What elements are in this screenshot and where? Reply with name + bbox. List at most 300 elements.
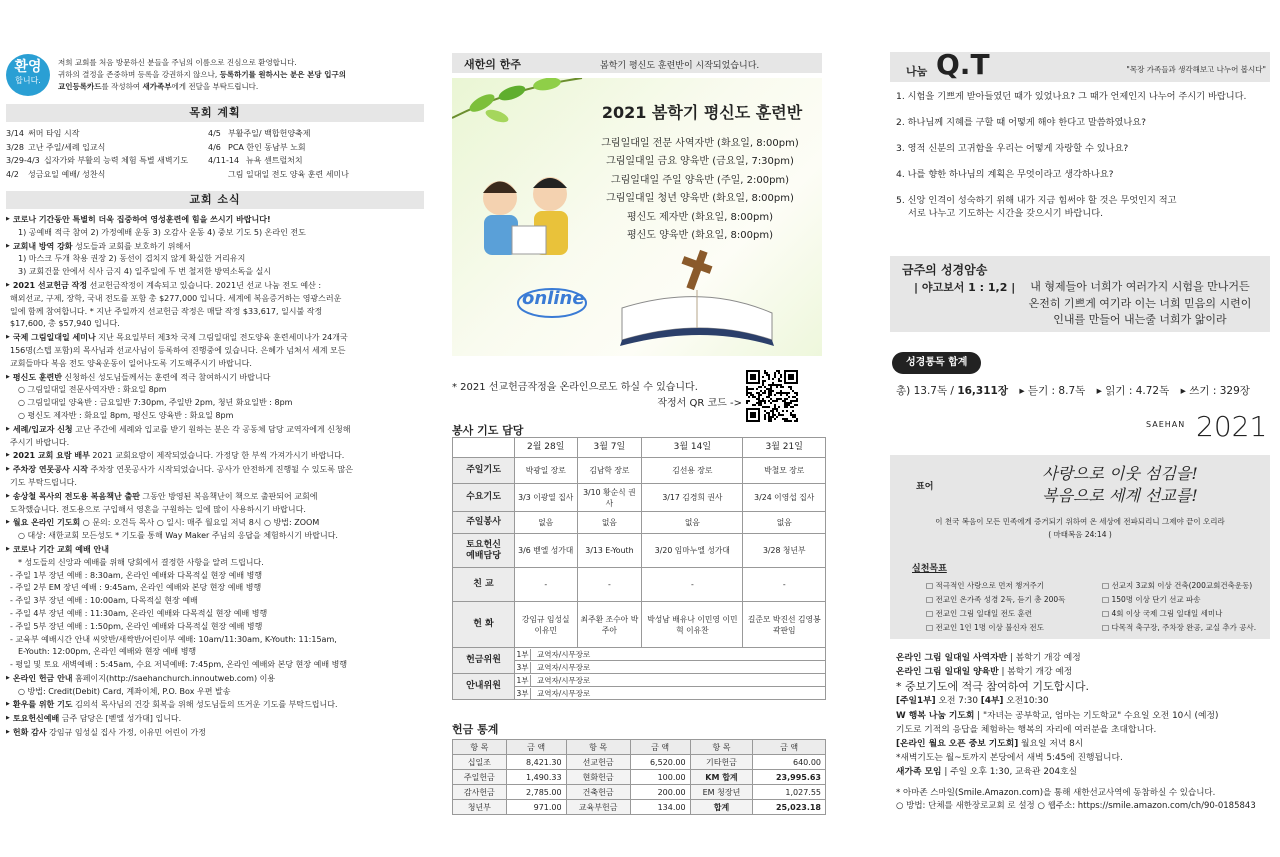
- service-label: 주일봉사: [453, 512, 515, 534]
- announcement-line: [896, 665, 1278, 679]
- news-line: [6, 672, 426, 686]
- news-text: 강임규 임성실 집사 가정, 이유민 어린이 가정: [46, 728, 207, 738]
- news-text: 김의석 목사님의 건강 회복을 위해 성도님들의 뜨거운 기도를 부탁드립니다.: [72, 700, 338, 710]
- open-bible-icon: [620, 250, 774, 346]
- news-line: [6, 582, 426, 595]
- welcome-line: 귀하의 결정을 존중하며 등록을 강권하지 않으나,: [58, 70, 220, 79]
- reading-listen: ▸ 듣기 : 8.7독: [1019, 385, 1086, 397]
- news-text: ○ 그림일대일 전문사역자반 : 화요일 8pm: [18, 385, 167, 395]
- announcement-text: | 주일 오후 1:30, 교육관 204호실: [941, 767, 1078, 778]
- memory-section: [890, 256, 1270, 332]
- offering-amount: 200.00: [630, 785, 690, 800]
- service-header-row: [453, 438, 826, 458]
- pastoral-event: PCA 한인 동남부 노회: [228, 142, 306, 152]
- offering-row: [453, 800, 826, 815]
- welcome-line: 를 작성하여: [101, 82, 143, 91]
- offering-header: 항 목: [453, 740, 507, 755]
- offering-amount: 100.00: [630, 770, 690, 785]
- pastoral-event: 뉴욕 센트럴처치: [246, 156, 303, 165]
- brand-name: SAEHAN: [1146, 420, 1186, 429]
- news-text: 156명(스텝 포함)의 목사님과 선교사님이 등록하여 진행중에 있습니다. 은혜가 넘쳐서 세계 모든: [10, 345, 346, 355]
- training-item: 그림일대일 주일 양육반 (주일, 2:00pm): [610, 174, 790, 186]
- pastoral-date: 4/2: [6, 169, 19, 179]
- memory-verse-line: 온전히 기쁘게 여기라 이는 너희 믿음의 시련이: [1028, 296, 1252, 310]
- news-line: [6, 698, 426, 712]
- news-heading: 온라인 헌금 안내: [12, 673, 73, 683]
- offering-amount: 134.00: [630, 800, 690, 815]
- offering-item: 청년부: [453, 800, 507, 815]
- goals-row: [926, 579, 1266, 593]
- news-line: [6, 410, 426, 423]
- welcome-line-bold: 새가족부: [142, 82, 172, 91]
- amazon-line: * 아마존 스마일(Smile.Amazon.com)을 통해 새한선교사역에 동참하실 수 있습니다.: [896, 788, 1216, 798]
- offering-amount: 1,027.55: [753, 785, 826, 800]
- offering-item: 합계: [690, 800, 753, 815]
- newcomer-notice: 봄학기 평신도 훈련반이 시작되었습니다.: [600, 61, 760, 71]
- announcement-line: * 중보기도에 적극 참여하여 기도합시다.: [896, 680, 1089, 694]
- news-text: - 주일 4부 장년 예배 : 11:30am, 온라인 예배와 다목적실 현장 예배 병행: [10, 608, 268, 618]
- news-line: [6, 530, 426, 543]
- news-text: 주시기 바랍니다.: [10, 437, 70, 447]
- service-row: [453, 458, 826, 484]
- news-heading: 코로나 기간동안 특별히 더욱 집중하여 영성훈련에 힘을 쓰시기 바랍니다!: [12, 215, 271, 224]
- welcome-badge-line1: 환영: [14, 59, 42, 75]
- offering-header: 금 액: [630, 740, 690, 755]
- service-cell: -: [642, 568, 743, 602]
- memory-verse-line: 인내를 만들어 내는줄 너희가 앎이라: [1053, 313, 1227, 326]
- reading-read: ▸ 읽기 : 4.72독: [1096, 385, 1170, 397]
- news-text: 3) 교회건물 안에서 식사 금지 4) 일주일에 두 번 철저한 방역소독을 실시: [18, 267, 272, 277]
- memory-verse: [1010, 279, 1270, 329]
- news-heading: 교회내 방역 강화: [12, 241, 73, 251]
- news-line: [6, 397, 426, 410]
- service-cell: 박광일 장로: [515, 458, 578, 484]
- service-cell: 3/28 청년부: [743, 534, 826, 568]
- qr-code-icon[interactable]: [746, 370, 798, 422]
- pastoral-date: 3/29-4/3: [6, 156, 40, 165]
- announcement-text: | "자녀는 공부학교, 엄마는 기도학교" 수요일 오전 10시 (예정): [974, 710, 1219, 721]
- committee-cell: [515, 648, 826, 661]
- news-line: [6, 358, 426, 371]
- pastoral-event: 그림 일대일 전도 양육 훈련 세미나: [228, 169, 349, 179]
- news-heading: 국제 그림일대일 세미나: [12, 333, 96, 343]
- service-row: [453, 512, 826, 534]
- welcome-section: [6, 54, 426, 96]
- committee-cell: [515, 661, 826, 674]
- announcement-heading: [주일1부]: [896, 696, 936, 707]
- service-cell: 최주환 조수아 박주아: [577, 602, 642, 648]
- news-text: ○ 문의: 오건득 목사 ○ 일시: 매주 월요일 저녁 8시 ○ 방법: ZOOM: [80, 518, 320, 528]
- qt-subtitle: "목장 가족들과 생각해보고 나누어 봅시다": [1126, 65, 1266, 74]
- service-label: 헌 화: [453, 602, 515, 648]
- goal-item: □ 선교지 3교회 이상 건축(200교회건축운동): [1102, 581, 1253, 590]
- service-cell: 3/3 이광열 집사: [515, 484, 578, 512]
- news-text: ○ 그림일대일 양육반 : 금요일반 7:30pm, 주일반 2pm, 청년 화요일반 : 8pm: [18, 398, 293, 408]
- offering-item: 감사헌금: [453, 785, 507, 800]
- leaf-branch-icon: [452, 78, 582, 125]
- pastoral-title: 목회 계획: [6, 104, 424, 122]
- news-line: [6, 227, 426, 240]
- announcement-heading: [4부]: [980, 696, 1004, 707]
- service-cell: 없음: [642, 512, 743, 534]
- news-heading: 2021 선교헌금 작정: [12, 280, 88, 290]
- pastoral-event: 부활주일/ 백합헌양축제: [228, 129, 311, 138]
- offering-item: 주일헌금: [453, 770, 507, 785]
- news-text: 지난 목요일부터 제3차 국제 그림일대일 전도양육 훈련세미나가 24개국: [95, 333, 348, 343]
- pastoral-row: [6, 141, 424, 155]
- news-list: [6, 213, 426, 740]
- announcement-line: [896, 751, 1278, 765]
- news-line: [6, 686, 426, 699]
- qt-question: 2. 하나님께 지혜를 구할 때 어떻게 해야 한다고 말씀하였나요?: [896, 117, 1147, 128]
- training-items: [580, 135, 820, 245]
- offering-amount: 8,421.30: [506, 755, 566, 770]
- offering-item: 교육부헌금: [566, 800, 630, 815]
- news-text: * 성도들의 신앙과 예배를 위해 당회에서 결정한 사항을 알려 드립니다.: [18, 557, 264, 567]
- news-text: 신청하신 성도님들께서는 훈련에 적극 참여하시기 바랍니다: [62, 372, 271, 382]
- announcement-heading: [온라인 월요 오픈 중보 기도회]: [896, 739, 1019, 750]
- goal-item: □ 4회 이상 국제 그림 일대일 세미나: [1102, 609, 1223, 618]
- newcomer-title: 새한의 한주: [464, 58, 521, 71]
- committee-part: 3부: [515, 662, 531, 673]
- welcome-line: 에게 전달을 부탁드립니다.: [171, 82, 259, 91]
- offering-header: 항 목: [690, 740, 753, 755]
- reading-pages: 16,311장: [957, 385, 1008, 397]
- news-line: [6, 213, 426, 227]
- service-cell: 3/6 벧엘 성가대: [515, 534, 578, 568]
- committee-cell: [515, 674, 826, 687]
- qt-question: 4. 나를 향한 하나님의 계획은 무엇이라고 생각하나요?: [896, 169, 1114, 180]
- announcement-line: [896, 709, 1278, 723]
- pastoral-date: 4/6: [208, 142, 221, 152]
- announcement-text: 오전10:30: [1003, 696, 1049, 707]
- pastoral-event: 성금요일 예배/ 성찬식: [28, 169, 106, 179]
- qt-header: [890, 48, 1270, 82]
- pastoral-list: [6, 127, 424, 181]
- training-item: 그림일대일 청년 양육반 (화요일, 8:00pm): [606, 193, 794, 205]
- goal-item: □ 전교인 그림 일대일 전도 훈련: [926, 609, 1032, 618]
- news-line: [6, 240, 426, 254]
- news-line: [6, 490, 426, 504]
- offering-header: 금 액: [506, 740, 566, 755]
- offering-header: 금 액: [753, 740, 826, 755]
- memory-ref: | 야고보서 1 : 1,2 |: [914, 281, 1016, 294]
- news-line: [6, 318, 426, 331]
- news-text: 2021 교회요람이 제작되었습니다. 가정당 한 부씩 가져가시기 바랍니다.: [89, 451, 345, 461]
- committee-cell: [515, 687, 826, 700]
- service-cell: 3/20 임마누엘 성가대: [642, 534, 743, 568]
- news-heading: 헌화 감사: [12, 728, 47, 738]
- offering-item: EM 청장년: [690, 785, 753, 800]
- service-cell: -: [515, 568, 578, 602]
- news-heading: 토요헌신예배: [12, 714, 60, 724]
- committee-label: 안내위원: [453, 674, 515, 700]
- news-line: [6, 371, 426, 385]
- service-cell: 3/17 김경희 권사: [642, 484, 743, 512]
- qt-title: Q.T: [936, 48, 990, 81]
- news-line: [6, 463, 426, 477]
- announcement-heading: 새가족 모임: [896, 767, 942, 778]
- children-reading-icon: [483, 177, 568, 255]
- news-title: 교회 소식: [6, 191, 424, 209]
- offering-title: 헌금 통계: [452, 723, 499, 736]
- pastoral-date: 4/5: [208, 129, 221, 138]
- online-label: online: [522, 288, 585, 309]
- reading-total: 총) 13.7독 /: [896, 385, 958, 397]
- news-heading: 환우를 위한 기도: [12, 700, 73, 710]
- announcement-text: 오전 7:30: [935, 696, 981, 707]
- announcement-line: [896, 737, 1278, 751]
- news-line: [6, 659, 426, 672]
- news-heading: 주차장 연못공사 시작: [12, 465, 88, 475]
- offering-amount: 23,995.63: [753, 770, 826, 785]
- service-cell: 3/10 황순식 권사: [577, 484, 642, 512]
- goals-row: [926, 593, 1266, 607]
- news-text: 도착했습니다. 전도용으로 구입해서 영혼을 구원하는 일에 많이 사용하시기 바랍니다.: [10, 504, 306, 514]
- service-cell: 김남학 장로: [577, 458, 642, 484]
- training-poster: [452, 78, 822, 356]
- announcement-text: | 봄학기 개강 예정: [998, 667, 1073, 678]
- reading-stats: [896, 383, 1276, 398]
- news-line: [6, 504, 426, 517]
- reading-write: ▸ 쓰기 : 329장: [1180, 385, 1250, 397]
- announcements: [896, 651, 1278, 780]
- news-text: 주차장 연못공사가 시작되었습니다. 공사가 안전하게 진행될 수 있도록 많은: [87, 465, 353, 475]
- service-table: [452, 437, 826, 700]
- news-text: 1) 마스크 두개 착용 권장 2) 동선이 겹치지 않게 확실한 거리유지: [18, 254, 246, 264]
- service-title: 봉사 기도 담당: [452, 424, 524, 437]
- news-heading: 코로나 기간 교회 예배 안내: [12, 544, 110, 554]
- pastoral-date: 3/14: [6, 129, 24, 138]
- news-line: [6, 621, 426, 634]
- news-line: [6, 726, 426, 740]
- news-line: [6, 293, 426, 306]
- committee-value: 교역자/시무장로: [537, 675, 591, 685]
- pastoral-event: 십자가와 부활의 능력 체험 특별 새벽기도: [44, 156, 189, 165]
- service-row: [453, 484, 826, 512]
- qt-question: 5. 신앙 인격이 성숙하기 위해 내가 지금 힘써야 할 것은 무엇인지 적고: [896, 195, 1177, 206]
- news-text: 고난 주간에 세례와 입교를 받기 원하는 분은 각 공동체 담당 교역자에게 신청해: [72, 424, 351, 434]
- vision-verse: 이 천국 복음이 모든 민족에게 증거되기 위하여 온 세상에 전파되리니 그제야 끝이 오리라: [935, 517, 1225, 526]
- training-item: 평신도 양육반 (화요일, 8:00pm): [626, 230, 773, 242]
- news-line: [6, 279, 426, 293]
- goals-title: 실천목표: [912, 564, 947, 574]
- offering-amount: 971.00: [506, 800, 566, 815]
- news-line: [6, 306, 426, 319]
- service-cell: 박철모 장로: [743, 458, 826, 484]
- news-text: 기도 부탁드립니다.: [10, 477, 77, 487]
- committee-value: 교역자/시무장로: [537, 688, 591, 698]
- service-cell: 길준모 박진선 김영봉 곽판임: [743, 602, 826, 648]
- service-cell: 강임규 임성실 이유민: [515, 602, 578, 648]
- pastoral-row: [6, 127, 424, 141]
- service-date: 2월 28일: [515, 438, 578, 458]
- vision-slogan-line: 복음으로 세계 선교를!: [1042, 486, 1198, 505]
- pastoral-row: [6, 154, 424, 168]
- offering-row: [453, 770, 826, 785]
- news-text: 성도들과 교회를 보호하기 위해서: [72, 241, 191, 251]
- memory-title: 금주의 성경암송: [902, 263, 988, 277]
- news-line: [6, 345, 426, 358]
- committee-row: [453, 674, 826, 687]
- pastoral-date: 4/11-14: [208, 156, 240, 165]
- announcement-heading: 온라인 그림 일대일 사역자반: [896, 653, 1008, 663]
- news-line: [6, 543, 426, 557]
- service-cell: -: [577, 568, 642, 602]
- news-text: - 평일 및 토요 새벽예배 : 5:45am, 수요 저녁예배: 7:45pm, 온라인 예배와 본당 현장 예배 병행: [10, 660, 348, 670]
- goal-item: □ 다목적 축구장, 주차장 완공, 교실 추가 공사.: [1102, 623, 1257, 632]
- offering-item: 선교헌금: [566, 755, 630, 770]
- offering-amount: 2,785.00: [506, 785, 566, 800]
- news-text: E-Youth: 12:00pm, 온라인 예배와 현장 예배 병행: [18, 647, 197, 657]
- offering-row: [453, 755, 826, 770]
- news-text: 교회들마다 복음 전도 양육운동이 일어나도록 기도해주시기 바랍니다.: [10, 358, 252, 368]
- pastoral-date: 3/28: [6, 142, 24, 152]
- news-text: 그동안 방영된 복음책난이 책으로 출판되어 교회에: [139, 491, 318, 501]
- news-text: - 교육부 예배시간 안내 씨앗반/새싹반/어린이부 예배: 10am/11:30am, K-Youth: 11:15am,: [10, 634, 337, 644]
- goal-item: □ 150명 이상 단기 선교 파송: [1102, 595, 1201, 604]
- qt-question: 서로 나누고 기도하는 시간을 갖으시기 바랍니다.: [908, 208, 1104, 219]
- news-text: - 주일 3부 장년 예배 : 10:00am, 다목적실 현장 예배: [10, 596, 198, 606]
- amazon-method: ○ 방법: 단체를 새한장로교회 로 설정 ○ 웹주소: https://smile.amazon.com/ch/90-0185843: [896, 801, 1256, 811]
- qt-prefix: 나눔: [906, 65, 928, 78]
- brand-year: 2021: [1196, 410, 1268, 443]
- service-date: 3월 14일: [642, 438, 743, 458]
- service-label: 토요헌신 예배담당: [453, 534, 515, 568]
- news-text: 해외선교, 구제, 장학, 국내 전도를 포함 총 $277,000 입니다. 세계에 복음증거하는 영광스러운: [10, 293, 342, 303]
- goal-item: □ 전교인 온가족 성경 2독, 듣기 총 200독: [926, 595, 1066, 604]
- service-cell: 없음: [743, 512, 826, 534]
- offering-amount: 25,023.18: [753, 800, 826, 815]
- training-item: 그림일대일 전문 사역자반 (화요일, 8:00pm): [601, 138, 799, 149]
- training-title: 2021 봄학기 평신도 훈련반: [601, 103, 803, 122]
- announcement-heading: 온라인 그림 일대일 양육반: [896, 667, 999, 678]
- vision-label: 표어: [916, 482, 934, 492]
- news-text: $17,600, 총 $57,940 입니다.: [10, 319, 120, 329]
- offering-item: 건축헌금: [566, 785, 630, 800]
- welcome-line: 저희 교회를 처음 방문하신 분들을 주님의 이름으로 진심으로 환영합니다.: [58, 58, 297, 67]
- vision-slogan-line: 사랑으로 이웃 섬김을!: [1042, 464, 1198, 483]
- amazon-section: [896, 787, 1278, 813]
- qt-question: 1. 시험을 기쁘게 받아들였던 때가 있었나요? 그 때가 언제인지 나누어 주시기 바랍니다.: [896, 91, 1247, 102]
- offering-item: 십일조: [453, 755, 507, 770]
- committee-value: 교역자/시무장로: [537, 662, 591, 672]
- memory-verse-line: 내 형제들아 너희가 여러가지 시험을 만나거든: [1030, 280, 1250, 293]
- news-text: 금주 담당은 [벧엘 성가대] 입니다.: [59, 714, 182, 724]
- announcement-line: [896, 694, 1278, 708]
- service-cell: 박성남 배유나 이민영 이민혁 이유찬: [642, 602, 743, 648]
- service-cell: 3/13 E-Youth: [577, 534, 642, 568]
- qt-question: 3. 영적 신분의 고귀함을 우리는 어떻게 자랑할 수 있나요?: [896, 143, 1129, 154]
- vision-slogan: [990, 463, 1250, 507]
- announcement-text: *새벽기도는 월~토까지 본당에서 새벽 5:45에 진행됩니다.: [896, 753, 1123, 764]
- service-label: 주일기도: [453, 458, 515, 484]
- pastoral-row: [6, 168, 424, 182]
- reading-title: 성경통독 합계: [892, 352, 981, 374]
- news-line: [6, 437, 426, 450]
- goals-row: [926, 621, 1266, 635]
- service-date: 3월 21일: [743, 438, 826, 458]
- announcement-text: | 봄학기 개강 예정: [1007, 653, 1081, 663]
- welcome-line-bold: 교인등록카드: [58, 82, 102, 91]
- announcement-line: [896, 765, 1278, 779]
- news-heading: 세례/입교자 신청: [12, 424, 73, 434]
- committee-label: 헌금위원: [453, 648, 515, 674]
- news-line: [6, 266, 426, 279]
- announcement-text: 기도로 기적의 응답을 체험하는 행복의 자리에 여러분을 초대합니다.: [896, 724, 1157, 735]
- service-cell: 3/24 이영섭 집사: [743, 484, 826, 512]
- offering-amount: 640.00: [753, 755, 826, 770]
- news-line: [6, 423, 426, 437]
- announcement-line: [896, 651, 1278, 665]
- committee-part: 3부: [515, 688, 531, 699]
- news-text: 일에 함께 참여합니다. * 지난 주일까지 선교헌금 작정은 매달 작정 $33,617, 일시불 작정: [10, 306, 323, 316]
- offering-amount: 6,520.00: [630, 755, 690, 770]
- news-text: ○ 방법: Credit(Debit) Card, 계좌이체, P.O. Box 우편 발송: [18, 686, 231, 696]
- middle-column: [448, 0, 830, 857]
- mission-qr-label: 작정서 QR 코드 ->: [657, 398, 742, 409]
- offering-item: 현화헌금: [566, 770, 630, 785]
- news-line: [6, 477, 426, 490]
- newcomer-header: [452, 53, 822, 73]
- welcome-badge: [6, 54, 50, 96]
- right-column: [888, 0, 1278, 857]
- news-line: [6, 570, 426, 583]
- service-label: 친 교: [453, 568, 515, 602]
- service-corner: [453, 438, 515, 458]
- news-line: [6, 253, 426, 266]
- goal-item: □ 전교인 1인 1명 이상 불신자 전도: [926, 623, 1044, 632]
- service-cell: 없음: [515, 512, 578, 534]
- offering-header: 항 목: [566, 740, 630, 755]
- news-line: [6, 712, 426, 726]
- service-cell: 김선용 장로: [642, 458, 743, 484]
- mission-note-line: * 2021 선교헌금작정을 온라인으로도 하실 수 있습니다.: [452, 382, 698, 393]
- news-line: [6, 608, 426, 621]
- service-cell: -: [743, 568, 826, 602]
- news-line: [6, 516, 426, 530]
- news-text: 1) 공예배 적극 참여 2) 가정예배 운동 3) 오감사 운동 4) 중보 기도 5) 온라인 전도: [18, 227, 306, 237]
- news-line: [6, 646, 426, 659]
- news-line: [6, 449, 426, 463]
- news-line: [6, 595, 426, 608]
- news-text: ○ 대상: 새한교회 모든성도 * 기도를 통해 Way Maker 주님의 응답을 체험하시기 바랍니다.: [18, 531, 338, 541]
- news-heading: 월요 온라인 기도회: [12, 518, 81, 528]
- news-text: - 주일 2부 EM 장년 예배 : 9:45am, 온라인 예배와 본당 현장 예배 병행: [10, 583, 262, 593]
- left-column: [0, 0, 430, 857]
- committee-row: [453, 648, 826, 661]
- news-heading: 평신도 훈련반: [12, 372, 63, 382]
- offering-table: [452, 739, 826, 815]
- offering-amount: 1,490.33: [506, 770, 566, 785]
- pastoral-event: 써머 타임 시작: [28, 129, 80, 138]
- news-line: [6, 634, 426, 647]
- news-heading: 2021 교회 요람 배부: [12, 451, 90, 461]
- news-line: [6, 384, 426, 397]
- mission-note: [452, 380, 742, 412]
- news-heading: 송상철 목사의 전도용 복음책난 출판: [12, 491, 140, 501]
- welcome-badge-line2: 합니다.: [15, 76, 41, 85]
- training-item: 평신도 제자반 (화요일, 8:00pm): [626, 211, 773, 223]
- news-text: 선교헌금작정이 계속되고 있습니다. 2021년 선교 나눔 전도 예산 :: [87, 280, 322, 290]
- service-row: [453, 568, 826, 602]
- vision-section: [890, 455, 1270, 639]
- announcement-line: [896, 723, 1278, 737]
- committee-part: 1부: [515, 675, 531, 686]
- vision-ref: ( 마태복음 24:14 ): [1048, 530, 1112, 539]
- training-item: 그림일대일 금요 양육반 (금요일, 7:30pm): [606, 156, 794, 168]
- announcement-heading: W 행복 나눔 기도회: [896, 710, 975, 721]
